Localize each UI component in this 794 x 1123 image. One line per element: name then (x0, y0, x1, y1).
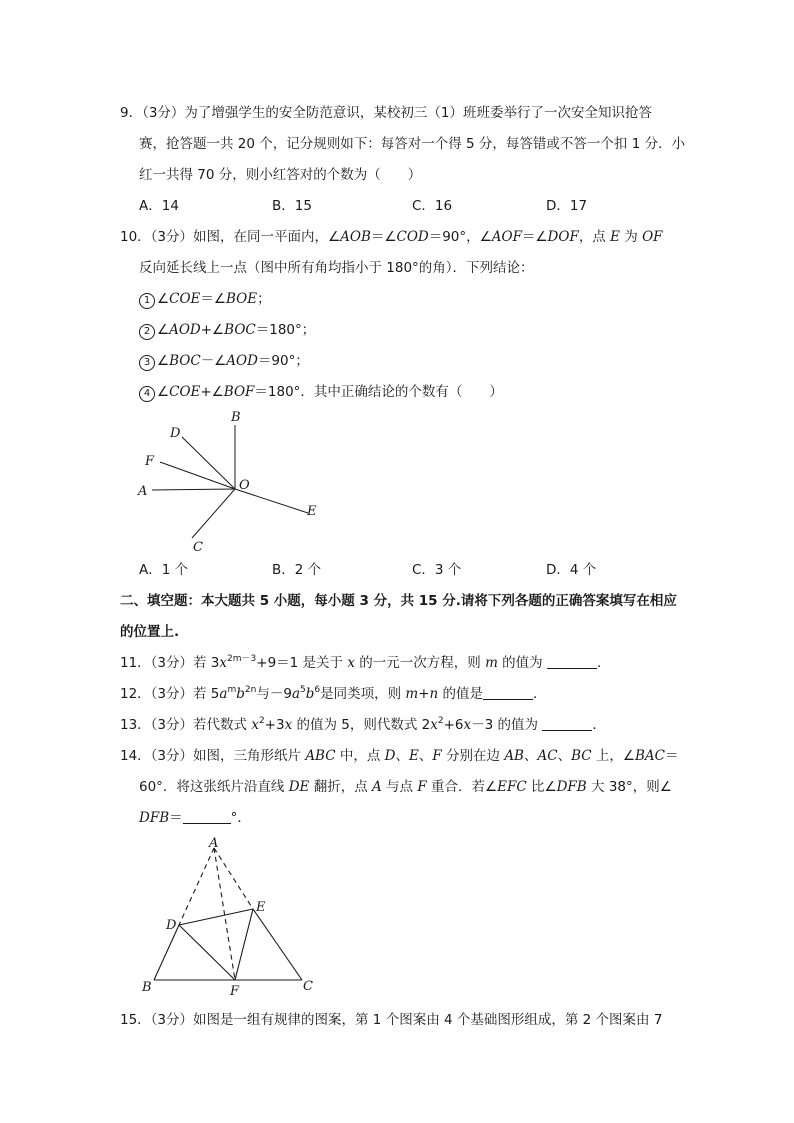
section-2-heading-line-1: 二、填空题：本大题共 5 小题，每小题 3 分，共 15 分.请将下列各题的正确答案填写在相应 (120, 593, 677, 609)
label-f: F (230, 984, 240, 999)
label-b: B (231, 410, 241, 425)
segment-db (154, 925, 179, 980)
ray-oc (192, 489, 235, 538)
label-d: D (166, 918, 177, 933)
ray-oa (152, 489, 235, 490)
q9-line-1: 9．（3分）为了增强学生的安全防范意识，某校初三（1）班班委举行了一次安全知识抢答 (120, 105, 653, 121)
q13-line: 13．（3分）若代数式 $x^2+3x$ 的值为 5，则代数式 $2x^2+6x-3$ 的值为 ． (120, 715, 606, 733)
q14-line-2: 60°．将这张纸片沿直线 DE 翻折，点 A 与点 F 重合．若∠EFC 比∠DFB 大 38°，则∠ (139, 779, 672, 795)
q10-option-c: C．3 个 (412, 562, 462, 578)
q12-answer-blank[interactable] (483, 685, 533, 700)
ray-od (182, 437, 235, 489)
q10-option-d: D．4 个 (546, 562, 597, 578)
circled-number-2: 2 (139, 324, 155, 340)
q10-statement-2: 2 ∠AOD+∠BOC＝180°； (139, 320, 315, 340)
section-2-heading-line-2: 的位置上. (120, 624, 180, 640)
q11-line: 11．（3分）若 $3x^{2m-3}+9=1$ 是关于 x 的一元一次方程，则 m 的值为 ． (120, 653, 611, 671)
ray-of (160, 462, 235, 489)
label-b: B (142, 980, 152, 995)
q10-statement-4: 4 ∠COE+∠BOF＝180°．其中正确结论的个数有（ ） (139, 382, 503, 402)
label-c: C (303, 979, 313, 994)
q9-option-d: D．17 (546, 198, 588, 214)
label-e: E (307, 504, 317, 519)
q10-option-b: B．2 个 (272, 562, 322, 578)
label-d: D (170, 426, 181, 441)
q11-answer-blank[interactable] (547, 654, 597, 669)
circled-number-4: 4 (139, 386, 155, 402)
segment-ec (253, 909, 302, 980)
label-o: O (239, 478, 250, 493)
q9-option-b: B．15 (272, 198, 312, 214)
q9-line-2: 赛，抢答题一共 20 个，记分规则如下：每答对一个得 5 分，每答错或不答一个扣 1 分．小 (139, 136, 686, 152)
q12-line: 12．（3分）若 $5a^mb^{2n}$与$-9a^5b^6$是同类项，则 m+n 的值是 ． (120, 684, 547, 702)
segment-df (179, 925, 235, 980)
q9-line-3: 红一共得 70 分，则小红答对的个数为（ ） (139, 167, 422, 183)
q10-line-2: 反向延长线上一点（图中所有角均指小于 180°的角）．下列结论： (139, 260, 534, 276)
circled-number-1: 1 (139, 293, 155, 309)
q14-line-3: DFB＝ °． (139, 810, 251, 826)
segment-de (179, 909, 253, 925)
label-a: A (138, 484, 148, 499)
label-e: E (256, 900, 266, 915)
dashed-ae (214, 848, 253, 909)
circled-number-3: 3 (139, 355, 155, 371)
label-f: F (145, 454, 155, 469)
label-c: C (193, 540, 203, 555)
q14-answer-blank[interactable] (183, 809, 231, 824)
q10-option-a: A．1 个 (139, 562, 189, 578)
q10-line-1: 10．（3分）如图，在同一平面内，∠AOB＝∠COD＝90°，∠AOF＝∠DOF，点 E 为 OF (120, 229, 663, 245)
q9-option-a: A．14 (139, 198, 179, 214)
q9-option-c: C．16 (412, 198, 453, 214)
q10-statement-1: 1 ∠COE＝∠BOE； (139, 289, 271, 309)
dashed-ad (179, 848, 214, 925)
q15-line-1: 15．（3分）如图是一组有规律的图案，第 1 个图案由 4 个基础图形组成，第 2 个图案由 7 (120, 1012, 663, 1028)
q14-line-1: 14．（3分）如图，三角形纸片 ABC 中，点 D、E、F 分别在边 AB、AC、BC 上，∠BAC＝ (120, 748, 679, 764)
q14-triangle-figure (135, 836, 335, 1001)
q10-angle-figure (130, 405, 350, 555)
segment-ef (235, 909, 253, 980)
q13-answer-blank[interactable] (542, 716, 592, 731)
q10-statement-3: 3 ∠BOC－∠AOD＝90°； (139, 351, 309, 371)
label-a: A (209, 836, 219, 851)
